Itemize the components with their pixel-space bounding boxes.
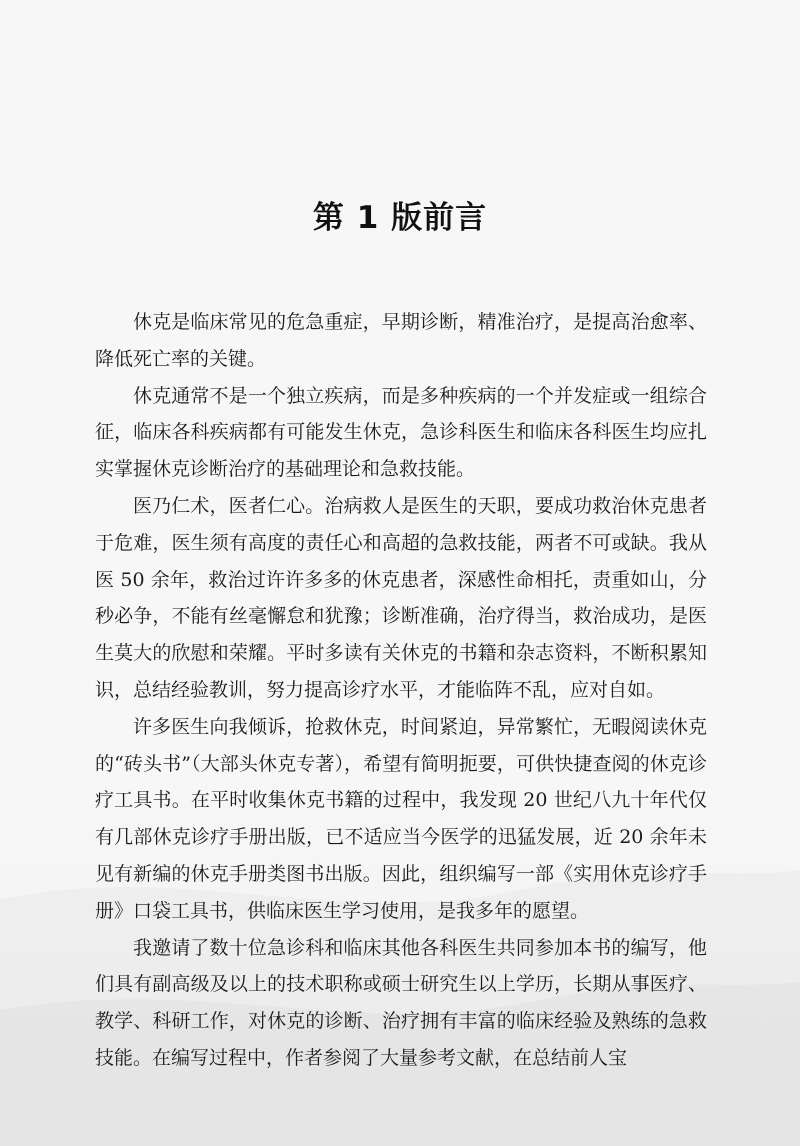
paragraph: 许多医生向我倾诉，抢救休克，时间紧迫，异常繁忙，无暇阅读休克的“砖头书”（大部头休克专著），希望有简明扼要，可供快捷查阅的休克诊疗工具书。在平时收集休克书籍的过程中，我发现 20 世纪八九十年代仅有几部休克诊疗手册出版，已不适应当今医学的迅猛发展，近 20 余年未见有新编的休克手册类图书出版。因此，组织编写一部《实用休克诊疗手册》口袋工具书，供临床医生学习使用，是我多年的愿望。 — [95, 715, 707, 922]
paragraph: 休克是临床常见的危急重症，早期诊断，精准治疗，是提高治愈率、降低死亡率的关键。 — [95, 311, 707, 370]
page-title: 第 1 版前言 — [312, 200, 488, 236]
body-text — [95, 304, 707, 1077]
paragraph: 休克通常不是一个独立疾病，而是多种疾病的一个并发症或一组综合征，临床各科疾病都有可能发生休克，急诊科医生和临床各科医生均应扎实掌握休克诊断治疗的基础理论和急救技能。 — [95, 384, 707, 481]
paragraph: 我邀请了数十位急诊科和临床其他各科医生共同参加本书的编写，他们具有副高级及以上的技术职称或硕士研究生以上学历，长期从事医疗、教学、科研工作，对休克的诊断、治疗拥有丰富的临床经验及熟练的急救技能。在编写过程中，作者参阅了大量参考文献，在总结前人宝 — [95, 936, 707, 1069]
paragraph: 医乃仁术，医者仁心。治病救人是医生的天职，要成功救治休克患者于危难，医生须有高度的责任心和高超的急救技能，两者不可或缺。我从医 50 余年，救治过许许多多的休克患者，深感性命相托，责重如山，分秒必争，不能有丝毫懈怠和犹豫；诊断准确，治疗得当，救治成功，是医生莫大的欣慰和荣耀。平时多读有关休克的书籍和杂志资料，不断积累知识，总结经验教训，努力提高诊疗水平，才能临阵不乱，应对自如。 — [95, 494, 707, 701]
